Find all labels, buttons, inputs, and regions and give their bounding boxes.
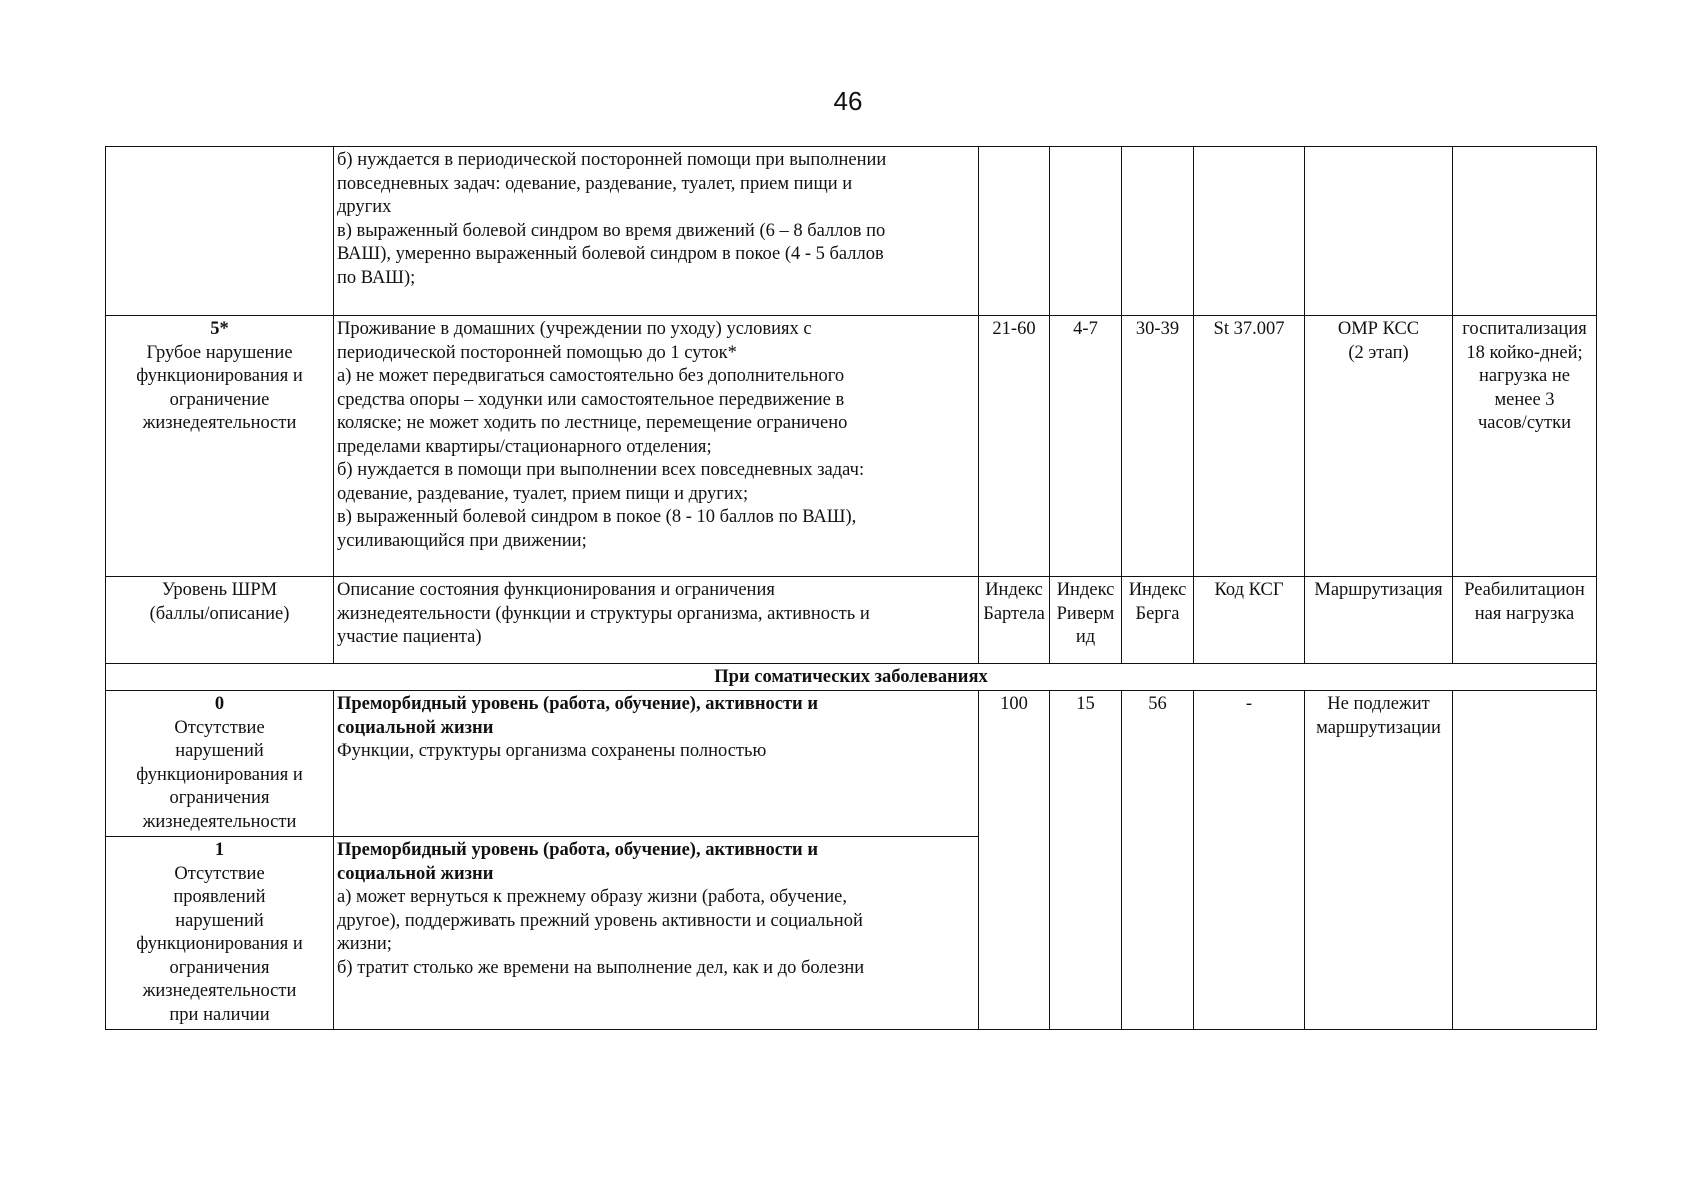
description-cell: Преморбидный уровень (работа, обучение), активности и социальной жизни а) может вернуться к прежнему образу жизни (работа, обучение, другое), поддерживать прежний уровень активности и социальной жизни; б) тратит столько же времени на выполнение дел, как и до болезни (334, 837, 979, 1030)
level-cell (106, 147, 334, 316)
barthel-cell: 21-60 (979, 316, 1050, 577)
level-0-row (106, 691, 1597, 837)
load-cell (1453, 691, 1597, 1030)
rehab-scale-table (105, 146, 1597, 1030)
level-number: 0 (214, 694, 225, 714)
page-number: 46 (833, 86, 863, 116)
ksg-cell (1194, 147, 1305, 316)
rivermead-cell: 15 (1050, 691, 1122, 1030)
header-row (106, 577, 1597, 664)
level-header: Уровень ШРМ (баллы/описание) (106, 577, 334, 664)
ksg-cell: St 37.007 (1194, 316, 1305, 577)
description-header: Описание состояния функционирования и ограничения жизнедеятельности (функции и структуры организма, активность и участие пациента) (334, 577, 979, 664)
berg-cell (1122, 147, 1194, 316)
barthel-header: Индекс Бартела (979, 577, 1050, 664)
load-header: Реабилитацион ная нагрузка (1453, 577, 1597, 664)
continuation-row (106, 147, 1597, 316)
level-cell: 5* Грубое нарушение функционирования и ограничение жизнедеятельности (106, 316, 334, 577)
load-cell: госпитализация 18 койко-дней; нагрузка не менее 3 часов/сутки (1453, 316, 1597, 577)
rivermead-header: Индекс Риверм ид (1050, 577, 1122, 664)
section-title: При соматических заболеваниях (106, 664, 1597, 691)
ksg-cell: - (1194, 691, 1305, 1030)
berg-header: Индекс Берга (1122, 577, 1194, 664)
barthel-cell (979, 147, 1050, 316)
level-cell: 0 Отсутствие нарушений функционирования и ограничения жизнедеятельности (106, 691, 334, 837)
berg-cell: 56 (1122, 691, 1194, 1030)
level-cell: 1 Отсутствие проявлений нарушений функционирования и ограничения жизнедеятельности при наличии (106, 837, 334, 1030)
routing-cell (1305, 147, 1453, 316)
load-cell (1453, 147, 1597, 316)
section-row (106, 664, 1597, 691)
level-number: 5* (210, 319, 229, 339)
level-5-row (106, 316, 1597, 577)
routing-header: Маршрутизация (1305, 577, 1453, 664)
barthel-cell: 100 (979, 691, 1050, 1030)
level-number: 1 (214, 840, 225, 860)
routing-cell: ОМР КСС (2 этап) (1305, 316, 1453, 577)
ksg-header: Код КСГ (1194, 577, 1305, 664)
routing-cell: Не подлежит маршрутизации (1305, 691, 1453, 1030)
rivermead-cell (1050, 147, 1122, 316)
description-cell: Проживание в домашних (учреждении по уходу) условиях с периодической посторонней помощью до 1 суток* а) не может передвигаться самостоятельно без дополнительного средства опоры – ходунки или самостоятельное передвижение в коляске; не может ходить по лестнице, перемещение ограничено пределами квартиры/стационарного отделения; б) нуждается в помощи при выполнении всех повседневных задач: одевание, раздевание, туалет, прием пищи и других; в) выраженный болевой синдром в покое (8 - 10 баллов по ВАШ), усиливающийся при движении; (334, 316, 979, 577)
rivermead-cell: 4-7 (1050, 316, 1122, 577)
berg-cell: 30-39 (1122, 316, 1194, 577)
description-cell: б) нуждается в периодической посторонней помощи при выполнении повседневных задач: одевание, раздевание, туалет, прием пищи и других в) выраженный болевой синдром во время движений (6 – 8 баллов по ВАШ), умеренно выраженный болевой синдром в покое (4 - 5 баллов по ВАШ); (334, 147, 979, 316)
description-cell: Преморбидный уровень (работа, обучение), активности и социальной жизни Функции, структуры организма сохранены полностью (334, 691, 979, 837)
